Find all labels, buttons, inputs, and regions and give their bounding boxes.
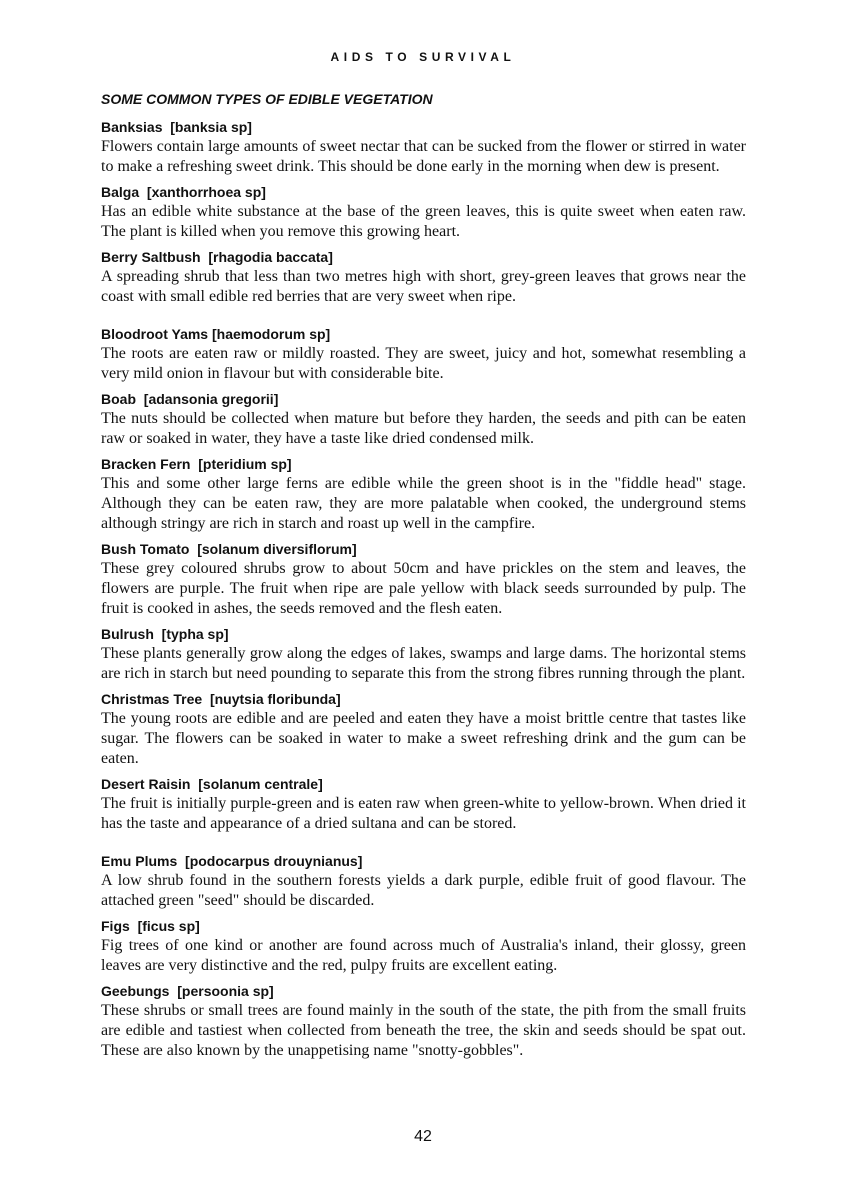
entry-description: The roots are eaten raw or mildly roasted. They are sweet, juicy and hot, somewhat resembling a very mild onion in flavour but with considerable bite. (101, 345, 746, 382)
entry-balga (101, 183, 746, 242)
entry-bulrush (101, 625, 746, 684)
scientific-name: [typha sp] (161, 626, 229, 642)
scientific-name: [haemodorum sp] (211, 326, 331, 342)
entry-heading (101, 852, 746, 871)
entry-heading (101, 690, 746, 709)
entry-description: Has an edible white substance at the base of the green leaves, this is quite sweet when eaten raw. The plant is killed when you remove this growing heart. (101, 203, 746, 240)
plant-name: Christmas Tree (101, 691, 203, 707)
plant-name: Desert Raisin (101, 776, 191, 792)
entry-description: The fruit is initially purple-green and is eaten raw when green-white to yellow-brown. When dried it has the taste and appearance of a dried sultana and can be stored. (101, 795, 746, 832)
entry-heading (101, 248, 746, 267)
entry-description: A low shrub found in the southern forests yields a dark purple, edible fruit of good flavour. The attached green "seed" should be discarded. (101, 872, 746, 909)
plant-name: Bulrush (101, 626, 154, 642)
entry-description: These shrubs or small trees are found mainly in the south of the state, the pith from the small fruits are edible and tastiest when collected from beneath the tree, the skin and seeds should be spat out. These are also known by the unappetising name "snotty-gobbles". (101, 1002, 746, 1059)
entry-berry-saltbush (101, 248, 746, 307)
entry-description: These grey coloured shrubs grow to about 50cm and have prickles on the stem and leaves, the flowers are purple. The fruit when ripe are pale yellow with black seeds surrounded by pulp. The fruit is cooked in ashes, the seeds removed and the flesh eaten. (101, 560, 746, 617)
entry-heading (101, 540, 746, 559)
entry-heading (101, 775, 746, 794)
scientific-name: [podocarpus drouynianus] (185, 853, 363, 869)
entry-description: The young roots are edible and are peeled and eaten they have a moist brittle centre that tastes like sugar. The flowers can be soaked in water to make a sweet refreshing drink and the gum can be eaten. (101, 710, 746, 767)
entry-description: A spreading shrub that less than two metres high with short, grey-green leaves that grows near the coast with small edible red berries that are very sweet when ripe. (101, 268, 746, 305)
entry-desert-raisin (101, 775, 746, 834)
plant-name: Emu Plums (101, 853, 178, 869)
scientific-name: [ficus sp] (137, 918, 200, 934)
scientific-name: [persoonia sp] (177, 983, 274, 999)
entry-description: This and some other large ferns are edible while the green shoot is in the "fiddle head" stage. Although they can be eaten raw, they are more palatable when cooked, the underground stems although stringy are rich in starch and roast up well in the campfire. (101, 475, 746, 532)
entry-christmas-tree (101, 690, 746, 769)
plant-name: Bracken Fern (101, 456, 191, 472)
entry-figs (101, 917, 746, 976)
scientific-name: [adansonia gregorii] (143, 391, 279, 407)
scientific-name: [rhagodia baccata] (208, 249, 333, 265)
plant-name: Berry Saltbush (101, 249, 201, 265)
section-title: SOME COMMON TYPES OF EDIBLE VEGETATION (101, 91, 433, 107)
plant-name: Bloodroot Yams (101, 326, 209, 342)
entry-heading (101, 625, 746, 644)
scientific-name: [solanum centrale] (198, 776, 323, 792)
running-header: AIDS TO SURVIVAL (330, 50, 516, 64)
entry-bracken-fern (101, 455, 746, 534)
page-number: 42 (414, 1128, 432, 1145)
scientific-name: [solanum diversiflorum] (197, 541, 357, 557)
entry-heading (101, 325, 746, 344)
entry-description: Flowers contain large amounts of sweet nectar that can be sucked from the flower or stirred in water to make a refreshing sweet drink. This should be done early in the morning when dew is present. (101, 138, 746, 175)
entry-heading (101, 455, 746, 474)
entry-description: Fig trees of one kind or another are found across much of Australia's inland, their glossy, green leaves are very distinctive and the red, pulpy fruits are excellent eating. (101, 937, 746, 974)
plant-name: Geebungs (101, 983, 170, 999)
entry-description: These plants generally grow along the edges of lakes, swamps and large dams. The horizontal stems are rich in starch but need pounding to separate this from the strong fibres running through the plant. (101, 645, 746, 682)
entry-heading (101, 183, 746, 202)
entry-geebungs (101, 982, 746, 1061)
plant-name: Figs (101, 918, 130, 934)
plant-name: Balga (101, 184, 140, 200)
page-content (101, 89, 746, 1067)
entry-bush-tomato (101, 540, 746, 619)
entry-heading (101, 917, 746, 936)
entry-bloodroot-yams (101, 325, 746, 384)
plant-name: Boab (101, 391, 136, 407)
entry-heading (101, 118, 746, 137)
scientific-name: [nuytsia floribunda] (209, 691, 341, 707)
scientific-name: [banksia sp] (170, 119, 252, 135)
plant-name: Banksias (101, 119, 163, 135)
plant-name: Bush Tomato (101, 541, 190, 557)
scientific-name: [pteridium sp] (198, 456, 292, 472)
scientific-name: [xanthorrhoea sp] (146, 184, 266, 200)
entry-banksias (101, 118, 746, 177)
entry-heading (101, 982, 746, 1001)
entry-emu-plums (101, 852, 746, 911)
entry-description: The nuts should be collected when mature but before they harden, the seeds and pith can be eaten raw or soaked in water, they have a taste like dried condensed milk. (101, 410, 746, 447)
entry-boab (101, 390, 746, 449)
entry-heading (101, 390, 746, 409)
